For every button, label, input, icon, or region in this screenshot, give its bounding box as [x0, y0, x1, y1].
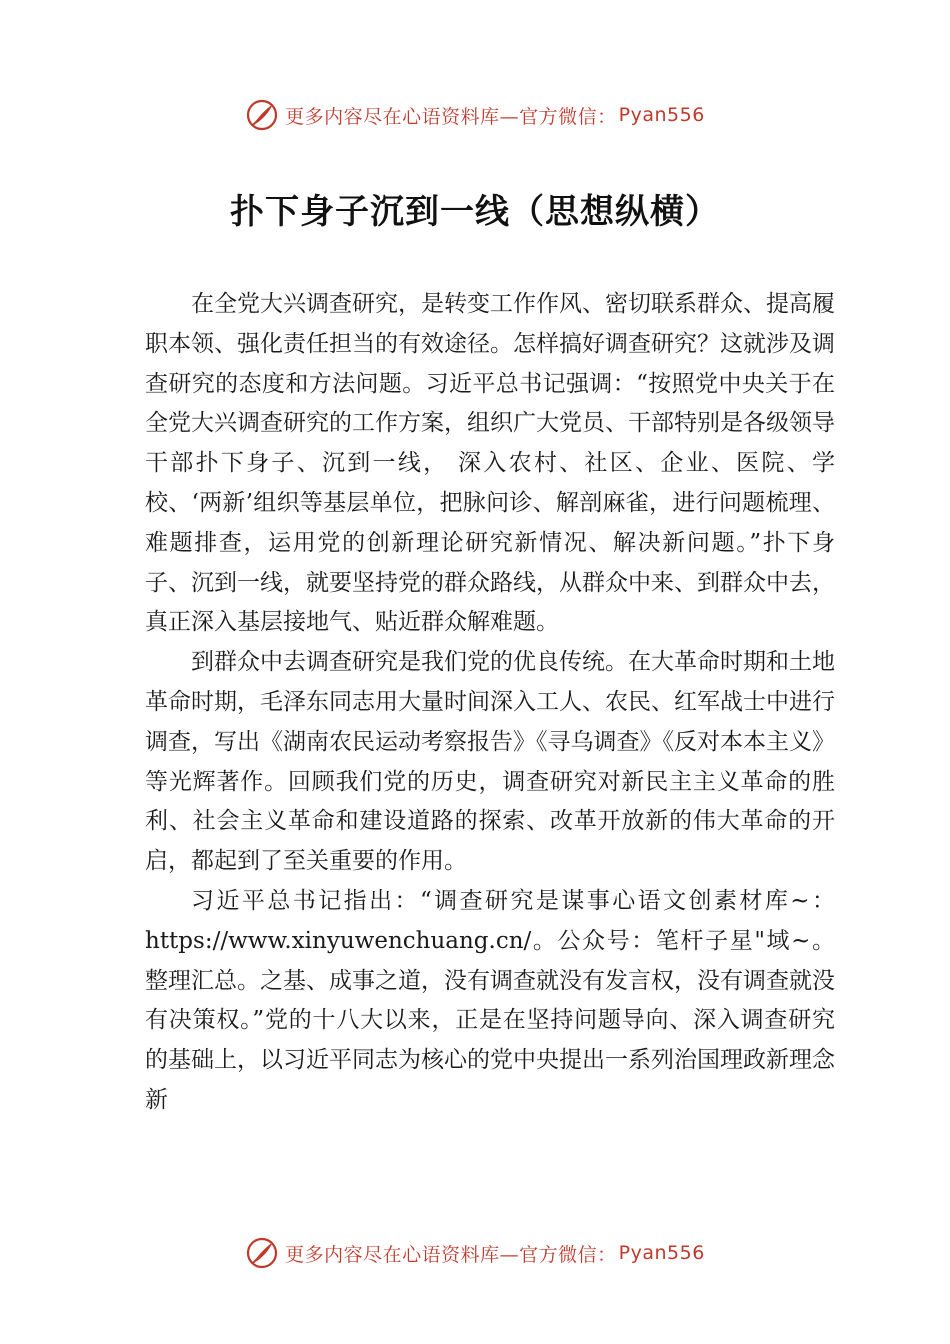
footer-banner-handle: Pyan556: [618, 1242, 705, 1264]
paragraph-2: 到群众中去调查研究是我们党的优良传统。在大革命时期和土地革命时期，毛泽东同志用大量时间深入工人、农民、红军战士中进行调查，写出《湖南农民运动考察报告》《寻乌调查》《反对本本主义》等光辉著作。回顾我们党的历史，调查研究对新民主主义革命的胜利、社会主义革命和建设道路的探索、改革开放新的伟大革命的开启，都起到了至关重要的作用。: [145, 649, 835, 875]
header-banner-text: 更多内容尽在心语资料库—官方微信：: [285, 105, 617, 128]
paragraph-1: 在全党大兴调查研究，是转变工作作风、密切联系群众、提高履职本领、强化责任担当的有效途径。怎样搞好调查研究？这就涉及调查研究的态度和方法问题。习近平总书记强调：“按照党中央关于在全党大兴调查研究的工作方案，组织广大党员、干部特别是各级领导干部扑下身子、沉到一线， 深入农村、社区、企业、医院、学校、‘两新’组织等基层单位，把脉问诊、解剖麻雀，进行问题梳理、难题排查，运用党的创新理论研究新情况、解决新问题。”扑下身子、沉到一线，就要坚持党的群众路线，从群众中来、到群众中去，真正深入基层接地气、贴近群众解难题。: [145, 291, 835, 636]
quill-logo-icon: [245, 98, 279, 132]
header-watermark-banner: [0, 95, 950, 135]
article-body: [145, 285, 835, 1121]
quill-logo-icon: [245, 1236, 279, 1270]
footer-watermark-banner: [0, 1233, 950, 1273]
page-title: 扑下身子沉到一线（思想纵横）: [230, 192, 720, 232]
paragraph-3: 习近平总书记指出：“调查研究是谋事心语文创素材库~：https://www.xinyuwenchuang.cn/。公众号：笔杆子星"域~。整理汇总。之基、成事之道，没有调查就没有发言权，没有调查就没有决策权。”党的十八大以来，正是在坚持问题导向、深入调查研究的基础上，以习近平同志为核心的党中央提出一系列治国理政新理念新: [145, 887, 835, 1113]
footer-banner-text: 更多内容尽在心语资料库—官方微信：: [285, 1243, 617, 1266]
header-banner-handle: Pyan556: [618, 104, 705, 126]
